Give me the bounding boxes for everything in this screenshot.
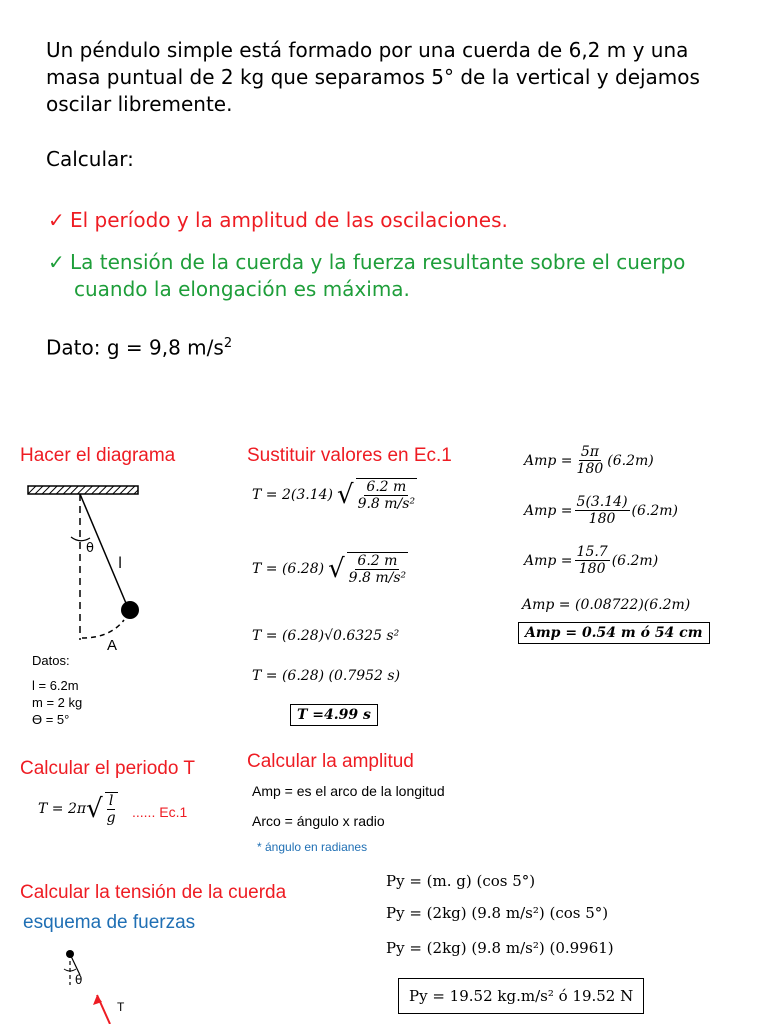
eq-t-3: T = (6.28)√0.6325 s² bbox=[252, 628, 400, 644]
py-line-2: Py = (2kg) (9.8 m/s²) (cos 5°) bbox=[386, 904, 609, 922]
item-tension-fuerza: ✓ La tensión de la cuerda y la fuerza resultante sobre el cuerpo cuando la elongación es máxima. bbox=[48, 250, 686, 301]
amp-line-2: Amp = $\frac{5(3.14)}{180}$ (6.2m) bbox=[524, 494, 679, 527]
statement-line: Un péndulo simple está formado por una cuerda de 6,2 m y una bbox=[46, 38, 689, 62]
amplitude-label: A bbox=[107, 637, 118, 654]
length-label: l bbox=[118, 554, 123, 572]
datos-block: Datos: l = 6.2m m = 2 kg Ɵ = 5° bbox=[32, 653, 83, 727]
eq-t-4: T = (6.28) (0.7952 s) bbox=[252, 668, 401, 684]
problem-statement bbox=[46, 37, 746, 118]
check-icon: ✓ bbox=[48, 208, 65, 232]
py-line-1: Py = (m. g) (cos 5°) bbox=[386, 872, 536, 890]
tension-title: Calcular la tensión de la cuerda bbox=[20, 882, 287, 903]
pendulum-diagram bbox=[20, 480, 150, 660]
check-icon: ✓ bbox=[48, 250, 65, 274]
ec1-label: ...... Ec.1 bbox=[132, 804, 188, 820]
amplitud-line-2: Arco = ángulo x radio bbox=[252, 813, 385, 829]
tension-label: T bbox=[117, 1000, 125, 1014]
eq-t-1: T = 2(3.14) √ $\frac{6.2 m}{\text{9.8 m/s²}}$ bbox=[252, 479, 416, 512]
dato-gravedad: Dato: g = 9,8 $m/s^2$ bbox=[46, 335, 233, 360]
statement-line: masa puntual de 2 kg que separamos 5° de la vertical y dejamos bbox=[46, 65, 700, 89]
amp-line-4: Amp = (0.08722)(6.2m) bbox=[522, 597, 691, 613]
radianes-note: * ángulo en radianes bbox=[257, 840, 368, 854]
diagram-title: Hacer el diagrama bbox=[20, 445, 176, 466]
theta-label: θ bbox=[86, 541, 94, 556]
item-periodo-amplitud: ✓ El período y la amplitud de las oscilaciones. bbox=[48, 208, 508, 232]
result-period: T =4.99 s bbox=[290, 704, 378, 726]
theta-force-label: θ bbox=[75, 973, 83, 987]
amplitud-line-1: Amp = es el arco de la longitud bbox=[252, 783, 445, 799]
py-line-3: Py = (2kg) (9.8 m/s²) (0.9961) bbox=[386, 939, 614, 957]
amp-line-1: Amp = $\frac{5\pi}{180}$ (6.2m) bbox=[524, 444, 654, 477]
periodo-title: Calcular el periodo T bbox=[20, 758, 195, 779]
esquema-subtitle: esquema de fuerzas bbox=[23, 912, 196, 933]
amplitud-title: Calcular la amplitud bbox=[247, 751, 414, 772]
sustituir-title: Sustituir valores en Ec.1 bbox=[247, 445, 452, 466]
eq-t-2: T = (6.28) √ $\frac{6.2 m}{\text{9.8 m/s²}}$ bbox=[252, 553, 407, 586]
amp-line-3: Amp = $\frac{15.7}{180}$ (6.2m) bbox=[524, 544, 659, 577]
result-py: Py = 19.52 kg.m/s² ó 19.52 N bbox=[398, 978, 644, 1014]
force-diagram bbox=[55, 945, 165, 1024]
period-formula: T = 2π √ $\frac{l}{g}$ bbox=[38, 793, 116, 826]
statement-line: oscilar libremente. bbox=[46, 92, 233, 116]
calcular-label: Calcular: bbox=[46, 147, 134, 171]
result-amplitude: Amp = 0.54 m ó 54 cm bbox=[518, 622, 710, 644]
